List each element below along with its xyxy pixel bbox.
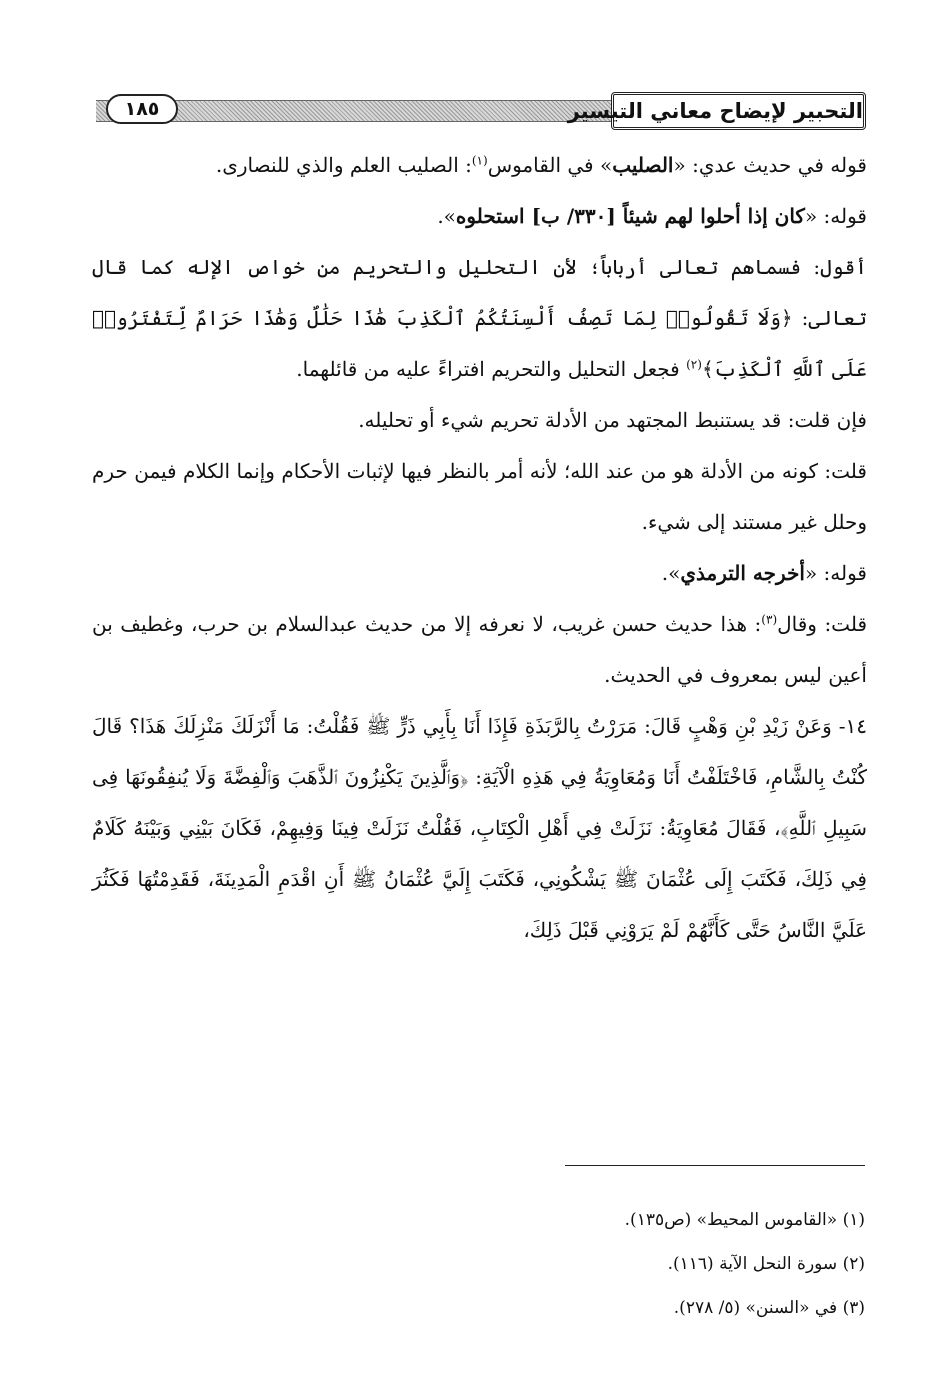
hadith-paragraph: ١٤- وَعَنْ زَيْدِ بْنِ وَهْبٍ قَالَ: مَرَرْتُ بِالرَّبَذَةِ فَإِذَا أَنَا بِأَبِي ذَرٍّ ﷺ فَقُلْتُ: مَا أَنْزَلَكَ مَنْزِلَكَ هَذَا؟ قَالَ كُنْتُ بِالشَّامِ، فَاخْتَلَفْتُ أَنَا وَمُعَاوِيَةُ فِي هَذِهِ الْآيَةِ: ﴿وَٱلَّذِينَ يَكْنِزُونَ ٱلذَّهَبَ وَٱلْفِضَّةَ وَلَا يُنفِقُونَهَا فِى سَبِيلِ ٱللَّهِ﴾، فَقَالَ مُعَاوِيَةُ: نَزَلَتْ فِي أَهْلِ الْكِتَابِ، فَقُلْتُ نَزَلَتْ فِينَا وَفِيهِمْ، فَكَانَ بَيْنِي وَبَيْنَهُ كَلَامٌ فِي ذَلِكَ، فَكَتَبَ إِلَى عُثْمَانَ ﷺ يَشْكُونِي، فَكَتَبَ إِلَيَّ عُثْمَانُ ﷺ أَنِ اقْدَمِ الْمَدِينَةَ، فَقَدِمْتُهَا فَكَثُرَ عَلَيَّ النَّاسُ حَتَّى كَأَنَّهُمْ لَمْ يَرَوْنِي قَبْلَ ذَلِكَ، — [92, 714, 867, 942]
text-run: فجعل التحليل والتحريم افتراءً عليه من قائلهما. — [296, 357, 687, 381]
text-run: : الصليب العلم والذي للنصارى. — [215, 153, 472, 177]
paragraph-6 — [92, 548, 867, 599]
text-run: قوله: « — [804, 204, 867, 228]
page-number: ١٨٥ — [106, 94, 178, 124]
footnote-2: (٢) سورة النحل الآية (١١٦). — [667, 1254, 865, 1274]
running-header — [96, 92, 866, 138]
footnote-ref: (١) — [471, 153, 488, 168]
footnotes — [300, 1198, 865, 1330]
book-title: التحبير لإيضاح معاني التيسير — [611, 92, 866, 130]
main-text — [92, 140, 867, 956]
footnote-ref: (٣) — [761, 612, 778, 627]
footnote-ref: (٢) — [686, 357, 702, 372]
paragraph-2 — [92, 191, 867, 242]
text-run: قوله في حديث عدي: « — [673, 153, 867, 177]
paragraph-3 — [92, 242, 867, 395]
text-run: » في القاموس — [487, 153, 613, 177]
text-run: أقول: فسماهم تعالى أرباباً؛ لأن التحليل والتحريم من خواص الإله كما قال تعالى: ﴿وَلَا تَقُولُوا۟ لِمَا تَصِفُ أَلْسِنَتُكُمُ ٱلْكَذِبَ هَٰذَا حَلَٰلٌ وَهَٰذَا حَرَامٌ لِّتَفْتَرُوا۟ عَلَى ٱللَّهِ ٱلْكَذِبَ﴾ — [92, 255, 867, 381]
text-run: : هذا حديث حسن غريب، لا نعرفه إلا من حديث عبدالسلام بن حرب، وغطيف بن أعين ليس بمعروف في الحديث. — [92, 612, 867, 687]
footnote-1: (١) «القاموس المحيط» (ص١٣٥). — [624, 1210, 865, 1230]
paragraph-4: فإن قلت: قد يستنبط المجتهد من الأدلة تحريم شيء أو تحليله. — [358, 408, 867, 432]
text-run: قلت: وقال — [777, 612, 867, 636]
quoted-term: كان إذا أحلوا لهم شيئاً [٣٣٠/ ب] استحلوه — [455, 204, 805, 228]
text-run: قوله: « — [804, 561, 867, 585]
quoted-term: أخرجه الترمذي — [680, 561, 805, 585]
paragraph-7 — [92, 599, 867, 701]
text-run: ». — [437, 204, 456, 228]
footnote-3: (٣) في «السنن» (٥/ ٢٧٨). — [673, 1298, 865, 1318]
paragraph-5: قلت: كونه من الأدلة هو من عند الله؛ لأنه أمر بالنظر فيها لإثبات الأحكام وإنما الكلام فيمن حرم وحلل غير مستند إلى شيء. — [92, 459, 867, 534]
paragraph-1 — [92, 140, 867, 191]
quoted-term: الصليب — [612, 153, 674, 177]
text-run: ». — [661, 561, 681, 585]
footnote-separator — [565, 1165, 865, 1166]
